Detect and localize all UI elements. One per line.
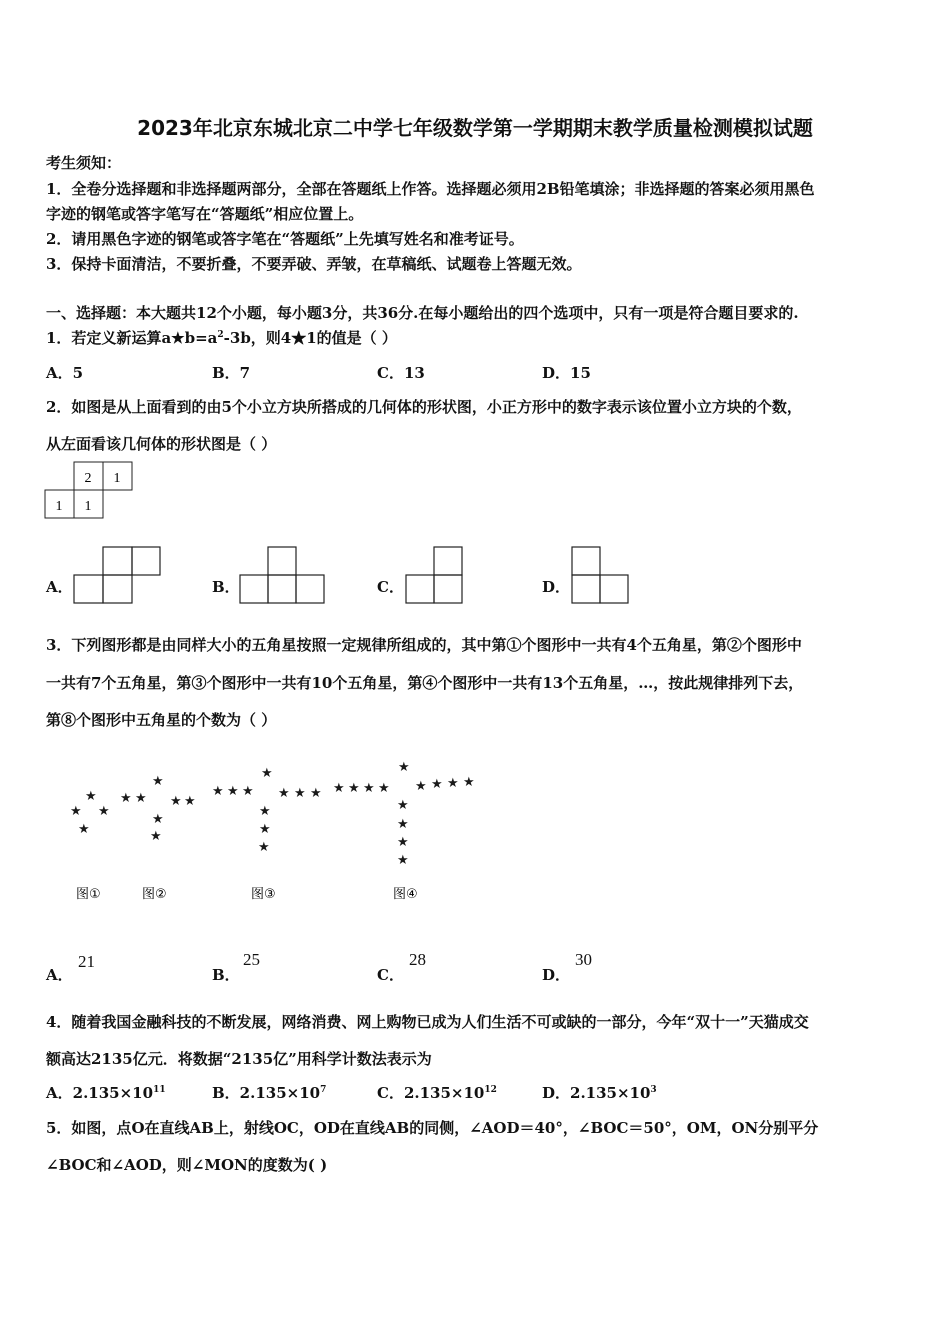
q2-option-c-shape: [406, 547, 462, 603]
q1-stem: 1．若定义新运算$a★b=a^2-3b$，则4★1的值是（ ）: [46, 329, 397, 347]
q3-star-figures: [70, 760, 475, 868]
star-icon: ★: [415, 779, 427, 794]
star-icon: ★: [333, 781, 345, 796]
q3-caption-1: 图①: [76, 887, 101, 902]
notice-heading: 考生须知：: [46, 154, 122, 172]
notice-line-1b: 字迹的钢笔或答字笔写在“答题纸”相应位置上。: [46, 205, 364, 223]
star-icon: ★: [212, 784, 224, 799]
q4-option-c: C．$2.135\times 10^{12}$: [377, 1084, 497, 1102]
star-icon: ★: [463, 775, 475, 790]
star-icon: ★: [348, 781, 360, 796]
q2-option-d-label: D．: [542, 578, 571, 596]
q1-option-a: A．5: [46, 364, 84, 382]
q3-stem-line-2: 一共有7个五角星，第③个图形中一共有10个五角星，第④个图形中一共有13个五角星，…，按此规律排列下去，: [46, 674, 804, 692]
star-icon: ★: [184, 794, 196, 809]
q4-option-d: D．$2.135\times 10^3$: [542, 1084, 657, 1102]
star-icon: ★: [242, 784, 254, 799]
notice-line-1a: 1．全卷分选择题和非选择题两部分，全部在答题纸上作答。选择题必须用2B铅笔填涂；非选择题的答案必须用黑色: [46, 180, 815, 198]
star-icon: ★: [259, 822, 271, 837]
grid-cell-value: 1: [55, 499, 63, 514]
q3-option-c-value: 28: [409, 950, 426, 969]
star-icon: ★: [397, 835, 409, 850]
grid-cell-value: 2: [84, 471, 92, 486]
q3-caption-3: 图③: [251, 887, 276, 902]
star-icon: ★: [135, 791, 147, 806]
star-icon: ★: [397, 853, 409, 868]
q1-option-d: D．15: [542, 364, 591, 382]
q2-option-b-label: B．: [212, 578, 240, 596]
q3-option-d-label: D．: [542, 966, 571, 984]
q2-option-a-shape: [74, 547, 160, 603]
star-icon: ★: [70, 804, 82, 819]
q2-option-a-label: A．: [46, 578, 73, 596]
q3-stem-line-3: 第⑧个图形中五角星的个数为（ ）: [46, 711, 277, 729]
q2-stem-line-1: 2．如图是从上面看到的由5个小立方块所搭成的几何体的形状图，小正方形中的数字表示该位置小立方块的个数，: [46, 398, 802, 416]
q4-stem-line-2: 额高达2135亿元．将数据“2135亿”用科学计数法表示为: [46, 1050, 432, 1068]
q2-stem-line-2: 从左面看该几何体的形状图是（ ）: [46, 435, 277, 453]
q3-option-b-value: 25: [243, 950, 260, 969]
notice-line-2: 2．请用黑色字迹的钢笔或答字笔在“答题纸”上先填写姓名和准考证号。: [46, 230, 524, 248]
star-icon: ★: [150, 829, 162, 844]
q3-option-c-label: C．: [377, 966, 404, 984]
q2-option-d-shape: [572, 547, 628, 603]
page-title: 2023年北京东城北京二中学七年级数学第一学期期末教学质量检测模拟试题: [137, 116, 813, 140]
star-icon: ★: [431, 777, 443, 792]
star-icon: ★: [294, 786, 306, 801]
star-icon: ★: [310, 786, 322, 801]
star-icon: ★: [227, 784, 239, 799]
grid-cell-value: 1: [113, 471, 121, 486]
q3-stem-line-1: 3．下列图形都是由同样大小的五角星按照一定规律所组成的，其中第①个图形中一共有4个五角星，第②个图形中: [46, 636, 802, 654]
q3-option-a-label: A．: [46, 966, 73, 984]
q3-option-d-value: 30: [575, 950, 592, 969]
star-icon: ★: [152, 774, 164, 789]
section-heading: 一、选择题：本大题共12个小题，每小题3分，共36分.在每小题给出的四个选项中，只有一项是符合题目要求的.: [46, 304, 799, 322]
star-icon: ★: [78, 822, 90, 837]
q4-option-b: B．$2.135\times 10^7$: [212, 1084, 327, 1102]
star-icon: ★: [152, 812, 164, 827]
q5-stem-line-1: 5．如图，点O在直线AB上，射线OC，OD在直线AB的同侧，∠AOD＝40°，∠BOC＝50°，OM，ON分别平分: [46, 1119, 819, 1137]
q3-option-a-value: 21: [78, 952, 95, 971]
star-icon: ★: [397, 817, 409, 832]
q4-option-a: A．$2.135\times 10^{11}$: [46, 1084, 166, 1102]
star-icon: ★: [398, 760, 410, 775]
star-icon: ★: [259, 804, 271, 819]
grid-cell-value: 1: [84, 499, 92, 514]
notice-line-3: 3．保持卡面清洁，不要折叠，不要弄破、弄皱，在草稿纸、试题卷上答题无效。: [46, 255, 582, 273]
q3-caption-4: 图④: [393, 887, 418, 902]
q1-option-b: B．7: [212, 364, 251, 382]
star-icon: ★: [447, 776, 459, 791]
q2-option-c-label: C．: [377, 578, 404, 596]
q4-stem-line-1: 4．随着我国金融科技的不断发展，网络消费、网上购物已成为人们生活不可或缺的一部分，今年“双十一”天猫成交: [46, 1013, 809, 1031]
q3-option-b-label: B．: [212, 966, 240, 984]
q3-caption-2: 图②: [142, 887, 167, 902]
star-icon: ★: [378, 781, 390, 796]
q5-stem-line-2: ∠BOC和∠AOD，则∠MON的度数为( ): [46, 1156, 328, 1174]
star-icon: ★: [258, 840, 270, 855]
star-icon: ★: [85, 789, 97, 804]
star-icon: ★: [278, 786, 290, 801]
q1-option-c: C．13: [377, 364, 425, 382]
star-icon: ★: [170, 794, 182, 809]
q2-option-b-shape: [240, 547, 324, 603]
star-icon: ★: [120, 791, 132, 806]
star-icon: ★: [261, 766, 273, 781]
star-icon: ★: [98, 804, 110, 819]
star-icon: ★: [397, 798, 409, 813]
star-icon: ★: [363, 781, 375, 796]
